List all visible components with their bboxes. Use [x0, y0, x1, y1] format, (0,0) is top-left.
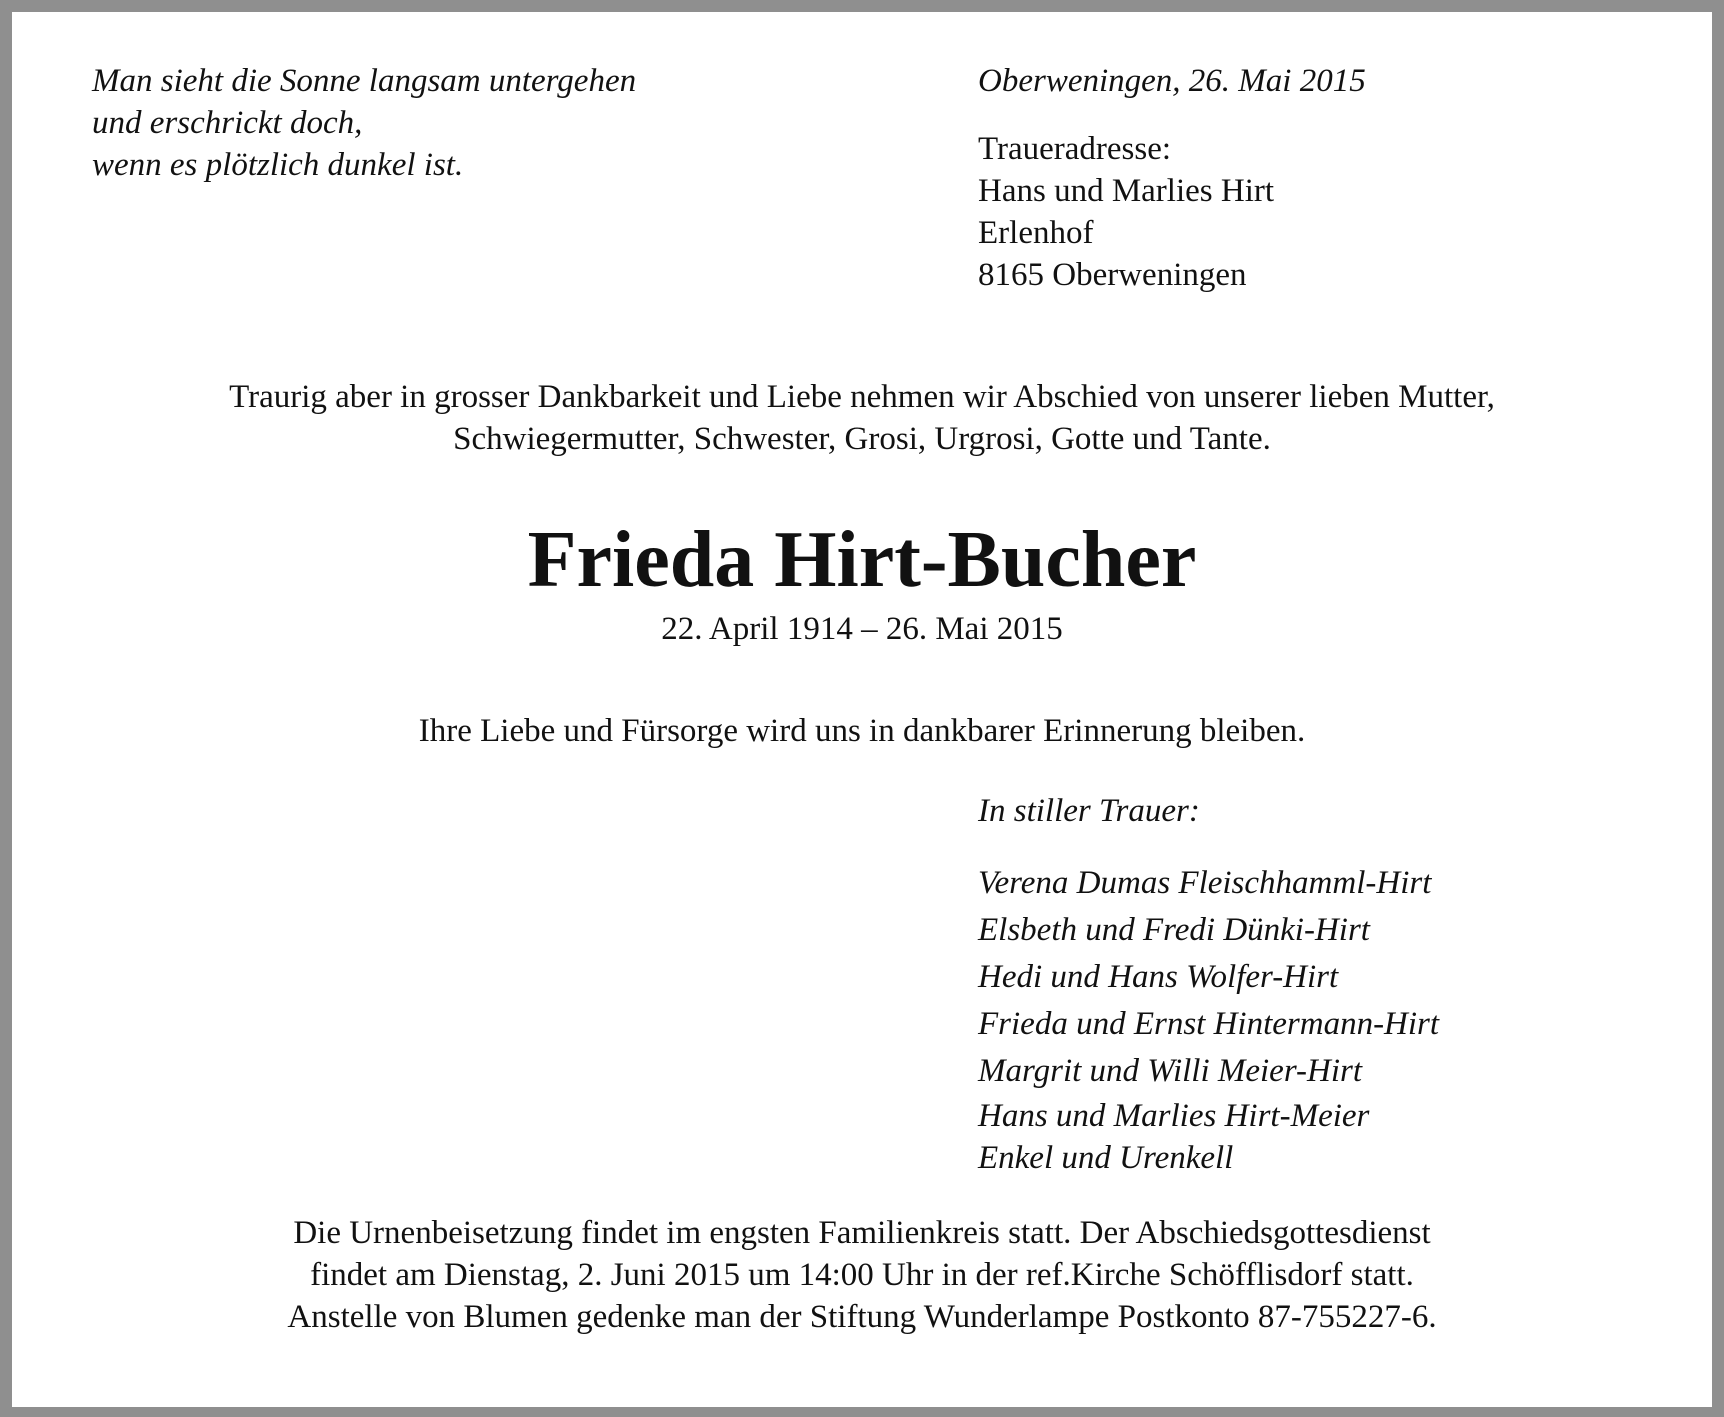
address-line: Erlenhof	[978, 215, 1094, 251]
mourner-name: Frieda und Ernst Hintermann-Hirt	[978, 1006, 1440, 1042]
notice-line: Anstelle von Blumen gedenke man der Stiftung Wunderlampe Postkonto 87-755227-6.	[287, 1299, 1437, 1335]
funeral-notice	[12, 1212, 1712, 1338]
mourners-list	[978, 860, 1439, 1179]
mourner-name: Verena Dumas Fleischhamml-Hirt	[978, 865, 1432, 901]
notice-line: findet am Dienstag, 2. Juni 2015 um 14:00 Uhr in der ref.Kirche Schöfflisdorf statt.	[310, 1257, 1414, 1293]
life-dates: 22. April 1914 – 26. Mai 2015	[661, 611, 1063, 647]
deceased-name: Frieda Hirt-Bucher	[527, 516, 1197, 604]
obituary-page	[12, 12, 1712, 1407]
notice-line: Die Urnenbeisetzung findet im engsten Familienkreis statt. Der Abschiedsgottesdienst	[293, 1215, 1431, 1251]
mourner-name: Hedi und Hans Wolfer-Hirt	[978, 959, 1339, 995]
motto-line: und erschrickt doch,	[92, 105, 363, 141]
intro-line: Schwiegermutter, Schwester, Grosi, Urgrosi, Gotte und Tante.	[453, 421, 1271, 457]
mourner-name: Enkel und Urenkell	[978, 1140, 1234, 1176]
mourner-name: Elsbeth und Fredi Dünki-Hirt	[978, 912, 1370, 948]
mourner-name: Hans und Marlies Hirt-Meier	[978, 1098, 1370, 1134]
motto-line: wenn es plötzlich dunkel ist.	[92, 147, 464, 183]
intro-text	[12, 376, 1712, 460]
address-line: 8165 Oberweningen	[978, 257, 1247, 293]
mourning-address	[978, 128, 1274, 296]
mourner-name: Margrit und Willi Meier-Hirt	[978, 1053, 1363, 1089]
motto-verse	[92, 60, 636, 186]
place-date: Oberweningen, 26. Mai 2015	[978, 63, 1366, 99]
mourners-heading: In stiller Trauer:	[978, 793, 1200, 829]
motto-line: Man sieht die Sonne langsam untergehen	[92, 63, 637, 99]
intro-line: Traurig aber in grosser Dankbarkeit und Liebe nehmen wir Abschied von unserer lieben Mutter,	[229, 379, 1495, 415]
address-line: Hans und Marlies Hirt	[978, 173, 1275, 209]
memory-line: Ihre Liebe und Fürsorge wird uns in dankbarer Erinnerung bleiben.	[418, 713, 1306, 749]
address-heading: Traueradresse:	[978, 131, 1172, 167]
